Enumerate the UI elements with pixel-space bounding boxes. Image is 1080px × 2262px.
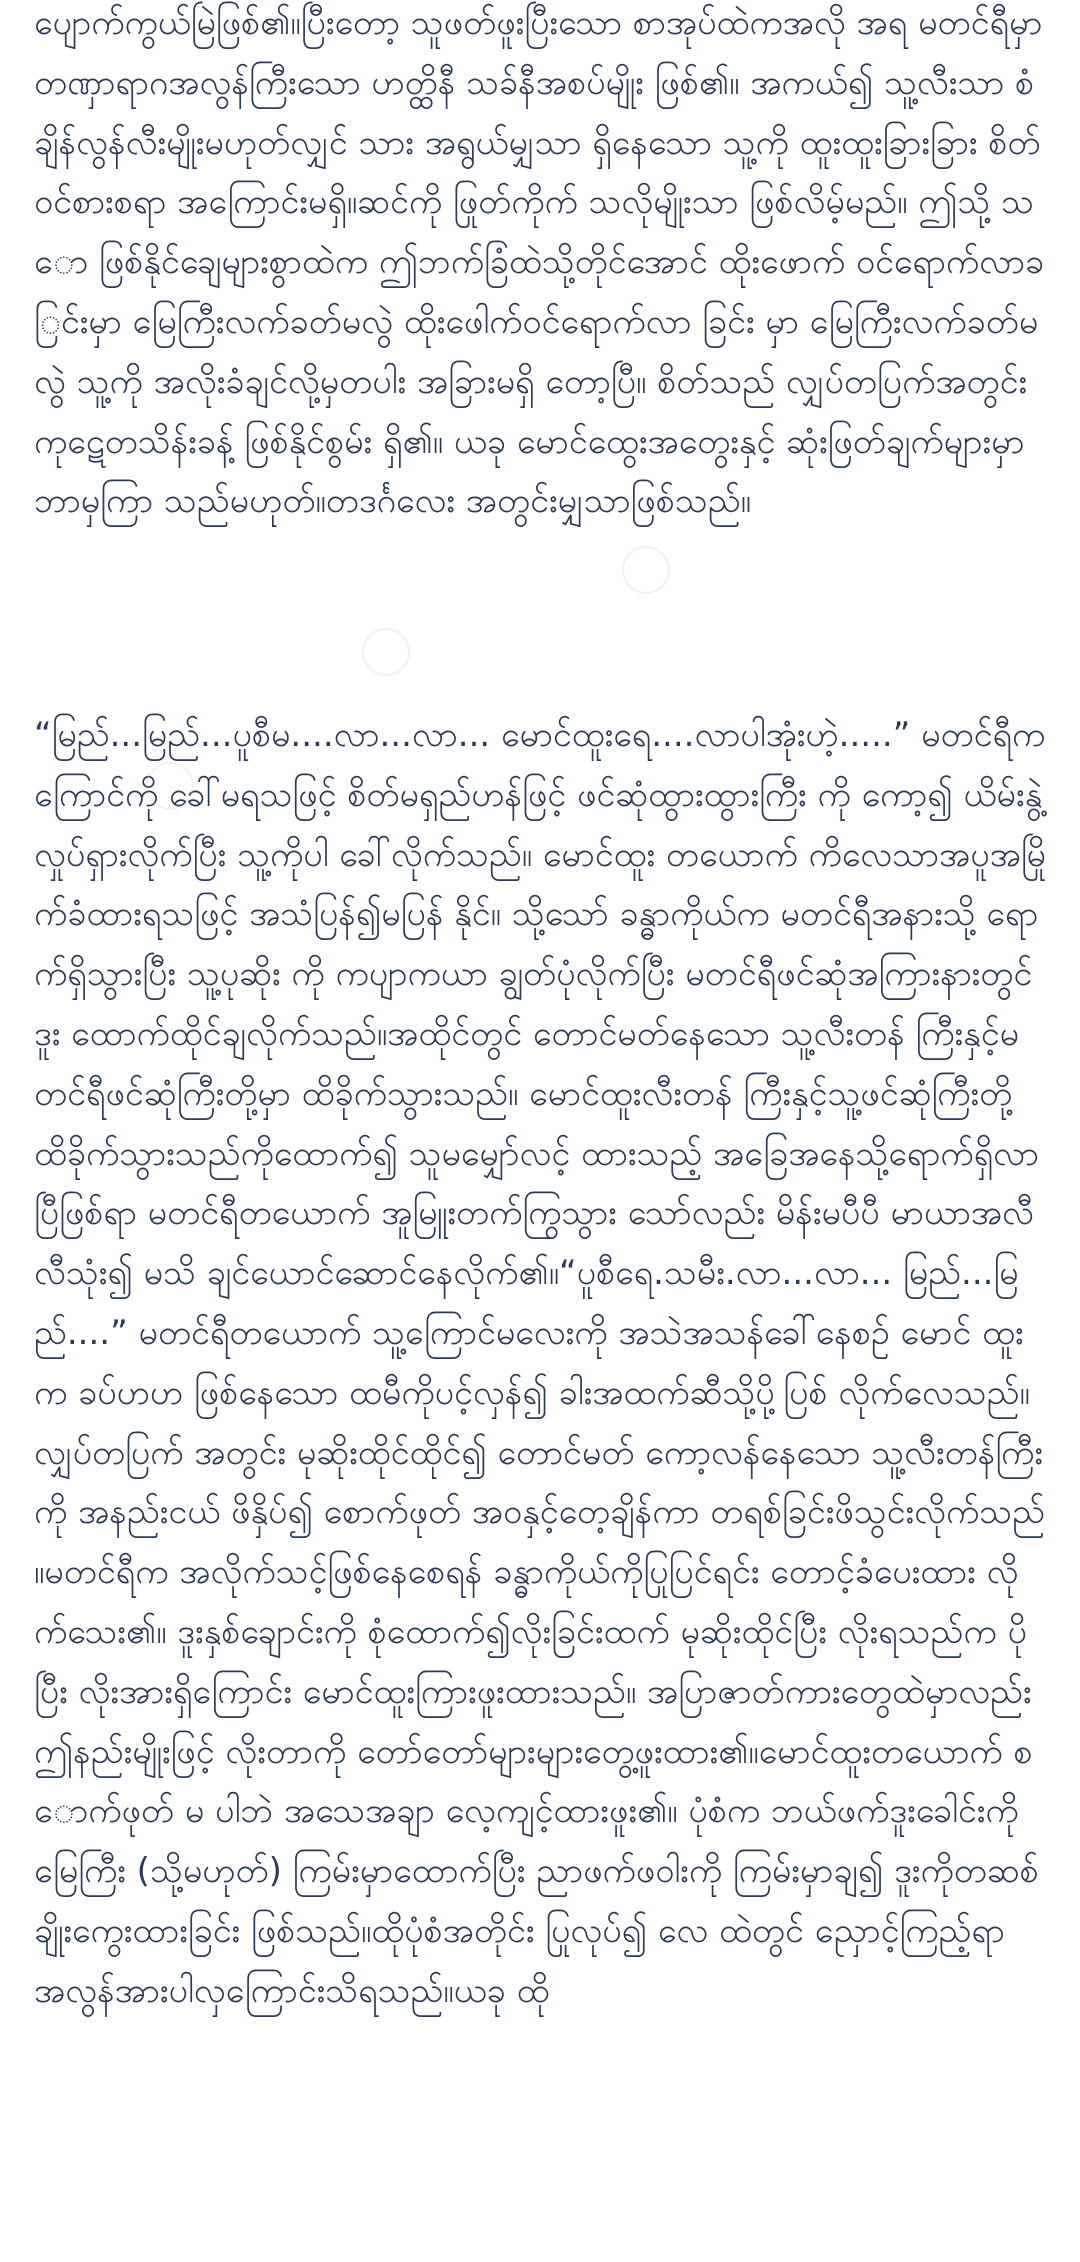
watermark-circle-icon (622, 546, 670, 594)
watermark-circle-icon (362, 628, 410, 676)
paragraph-2: “မြည်...မြည်...ပူစီမ....လာ...လာ... မောင်ထူးရေ....လာပါအုံးဟဲ့.....” မတင်ရီက ကြောင်ကို ခေါ်မရသဖြင့် စိတ်မရှည်ဟန်ဖြင့် ဖင်ဆုံထွားထွားကြီး ကို ကော့၍ ယိမ်းနွဲ့လှုပ်ရှားလိုက်ပြီး သူ့ကိုပါ ခေါ်လိုက်သည်။ မောင်ထူး တယောက် ကိလေသာအပူအမြိုက်ခံထားရသဖြင့် အသံပြန်၍မပြန် နိုင်။ သို့သော် ခန္ဓာကိုယ်က မတင်ရီအနားသို့ ရောက်ရှိသွားပြီး သူ့ပုဆိုး ကို ကပျာကယာ ချွတ်ပုံလိုက်ပြီး မတင်ရီဖင်ဆုံအကြားနားတွင် ဒူး ထောက်ထိုင်ချလိုက်သည်။အထိုင်တွင် တောင်မတ်နေသော သူ့လီးတန် ကြီးနှင့်မတင်ရီဖင်ဆုံကြီးတို့မှာ ထိခိုက်သွားသည်။ မောင်ထူးလီးတန် ကြီးနှင့်သူ့ဖင်ဆုံကြီးတို့ ထိခိုက်သွားသည်ကိုထောက်၍ သူမမျှော်လင့် ထားသည့် အခြေအနေသို့ရောက်ရှိလာပြီဖြစ်ရာ မတင်ရီတယောက် အူမြူးတက်ကြွသွား သော်လည်း မိန်းမပီပီ မာယာအလီလီသုံး၍ မသိ ချင်ယောင်ဆောင်နေလိုက်၏။“ပူစီရေ.သမီး.လာ...လာ... မြည်...မြည်....” မတင်ရီတယောက် သူ့ကြောင်မလေးကို အသဲအသန်ခေါ်နေစဉ် မောင် ထူးက ခပ်ဟဟ ဖြစ်နေသော ထမီကိုပင့်လှန်၍ ခါးအထက်ဆီသို့ပို့ပြစ် လိုက်လေသည်။လျှပ်တပြက် အတွင်း မုဆိုးထိုင်ထိုင်၍ တောင်မတ် ကော့လန်နေသော သူ့လီးတန်ကြီးကို အနည်းငယ် ဖိနှိပ်၍ စောက်ဖုတ် အဝနှင့်တေ့ချိန်ကာ တရစ်ခြင်းဖိသွင်းလိုက်သည်။မတင်ရီက အလိုက်သင့်ဖြစ်နေစေရန် ခန္ဓာကိုယ်ကိုပြုပြင်ရင်း တောင့်ခံပေးထား လိုက်သေး၏။ ဒူးနှစ်ချောင်းကို စုံထောက်၍လိုးခြင်းထက် မုဆိုးထိုင်ပြီး လိုးရသည်က ပိုပြီး လိုးအားရှိကြောင်း မောင်ထူးကြားဖူးထားသည်။ အပြာဇာတ်ကားတွေထဲမှာလည်း ဤနည်းမျိုးဖြင့် လိုးတာကို တော်တော်များများတွေ့ဖူးထား၏။မောင်ထူးတယောက် စောက်ဖုတ် မ ပါဘဲ အသေအချာ လေ့ကျင့်ထားဖူး၏။ ပုံစံက ဘယ်ဖက်ဒူးခေါင်းကို မြေကြီး (သို့မဟုတ်) ကြမ်းမှာထောက်ပြီး ညာဖက်ဖဝါးကို ကြမ်းမှာချ၍ ဒူးကိုတဆစ်ချိုးကွေးထားခြင်း ဖြစ်သည်။ထိုပုံစံအတိုင်း ပြုလုပ်၍ လေ ထဲတွင် ညှောင့်ကြည့်ရာ အလွန်အားပါလှကြောင်းသိရသည်။ယခု ထို (34, 715, 1046, 2011)
paragraph-1: ပျောက်ကွယ်မြဲဖြစ်၏။ပြီးတော့ သူဖတ်ဖူးပြီးသော စာအုပ်ထဲကအလို အရ မတင်ရီမှာ တဏှာရာဂအလွန်ကြီးသော ဟတ္ထိနီ သခ်နီအစပ်မျိုး ဖြစ်၏။ အကယ်၍ သူ့လီးသာ စံချိန်လွန်လီးမျိုးမဟုတ်လျှင် သား အရွယ်မျှသာ ရှိနေသော သူ့ကို ထူးထူးခြားခြား စိတ်ဝင်စားစရာ အကြောင်းမရှိ။ဆင်ကို ဖြုတ်ကိုက် သလိုမျိုးသာ ဖြစ်လိမ့်မည်။ ဤသို့ သော ဖြစ်နိုင်ချေများစွာထဲက ဤဘက်ခြံထဲသို့တိုင်အောင် ထိုးဖောက် ဝင်ရောက်လာခြင်းမှာ မြေကြီးလက်ခတ်မလွဲ ထိုးဖေါက်ဝင်ရောက်လာ ခြင်း မှာ မြေကြီးလက်ခတ်မလွဲ သူ့ကို အလိုးခံချင်လို့မှတပါး အခြားမရှိ တော့ပြီ။ စိတ်သည် လျှပ်တပြက်အတွင်း ကုဋေတသိန်းခန့် ဖြစ်နိုင်စွမ်း ရှိ၏။ ယခု မောင်ထွေးအတွေးနှင့် ဆုံးဖြတ်ချက်များမှာ ဘာမှကြာ သည်မဟုတ်။တဒင်္ဂလေး အတွင်းမျှသာဖြစ်သည်။ (34, 3, 1045, 522)
